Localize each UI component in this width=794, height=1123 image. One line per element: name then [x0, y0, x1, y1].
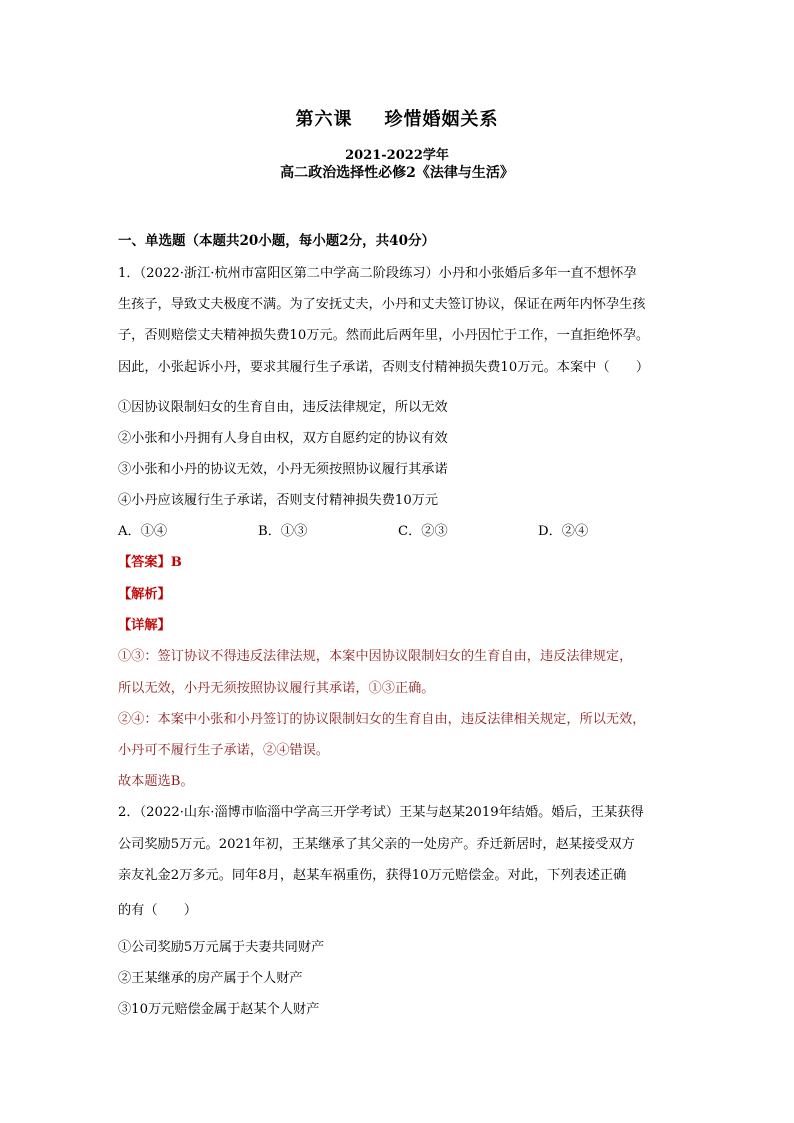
- q2-stem-line: 的有（ ）: [118, 903, 198, 918]
- q1-stem-line: 因此，小张起诉小丹，要求其履行生子承诺，否则支付精神损失费10万元。本案中（ ）: [118, 360, 650, 375]
- q1-stem-line: 1．（2022·浙江·杭州市富阳区第二中学高二阶段练习）小丹和小张婚后多年一直不想怀孕: [118, 266, 637, 281]
- answer-label: 【答案】B: [118, 555, 182, 570]
- q1-options: [118, 520, 588, 539]
- q1-explanation-line: 所以无效，小丹无须按照协议履行其承诺，①③正确。: [118, 681, 435, 696]
- q2-statement: ③10万元赔偿金属于赵某个人财产: [118, 1002, 320, 1017]
- q1-statement: ①因协议限制妇女的生育自由，违反法律规定，所以无效: [118, 400, 448, 415]
- q1-answer: [118, 551, 182, 570]
- detail-label: 【详解】: [118, 618, 171, 633]
- q1-stem-line: 生孩子，导致丈夫极度不满。为了安抚丈夫，小丹和丈夫签订协议，保证在两年内怀孕生孩: [118, 297, 646, 312]
- q1-statement: ③小张和小丹的协议无效，小丹无须按照协议履行其承诺: [118, 462, 448, 477]
- analysis-label: 【解析】: [118, 587, 171, 602]
- q1-conclusion: 故本题选B。: [118, 774, 194, 789]
- q2-stem-line: 2．（2022·山东·淄博市临淄中学高三开学考试）王某与赵某2019年结婚。婚后，王某获得: [118, 805, 644, 820]
- q2-stem-line: 亲友礼金2万多元。同年8月，赵某车祸重伤，获得10万元赔偿金。对此，下列表述正确: [118, 868, 627, 883]
- section-heading: 一、单选题（本题共20小题，每小题2分，共40分）: [118, 233, 435, 249]
- q1-statement: ②小张和小丹拥有人身自由权，双方自愿约定的协议有效: [118, 431, 448, 446]
- q2-statement: ①公司奖励5万元属于夫妻共同财产: [118, 940, 325, 955]
- q2-statement: ②王某继承的房产属于个人财产: [118, 971, 303, 986]
- q1-statement: ④小丹应该履行生子承诺，否则支付精神损失费10万元: [118, 493, 439, 508]
- school-year: 2021-2022学年: [345, 148, 449, 163]
- course-name: 高二政治选择性必修2《法律与生活》: [280, 165, 514, 181]
- lesson-name: 珍惜婚姻关系: [384, 109, 499, 130]
- q1-option-b: B．①③: [258, 524, 308, 539]
- q1-explanation-line: 小丹可不履行生子承诺，②④错误。: [118, 743, 329, 758]
- q1-option-c: C．②③: [398, 524, 448, 539]
- q1-explanation-line: ①③：签订协议不得违反法律法规，本案中因协议限制妇女的生育自由，违反法律规定，: [118, 649, 633, 664]
- q1-stem-line: 子，否则赔偿丈夫精神损失费10万元。然而此后两年里，小丹因忙于工作，一直拒绝怀孕。: [118, 328, 650, 343]
- q2-stem-line: 公司奖励5万元。2021年初，王某继承了其父亲的一处房产。乔迁新居时，赵某接受双方: [118, 837, 635, 852]
- lesson-number: 第六课: [295, 109, 353, 130]
- q1-explanation-line: ②④：本案中小张和小丹签订的协议限制妇女的生育自由，违反法律相关规定，所以无效，: [118, 712, 646, 727]
- lesson-title: [0, 105, 794, 131]
- q1-option-d: D．②④: [538, 524, 589, 539]
- q1-option-a: A．①④: [118, 524, 168, 539]
